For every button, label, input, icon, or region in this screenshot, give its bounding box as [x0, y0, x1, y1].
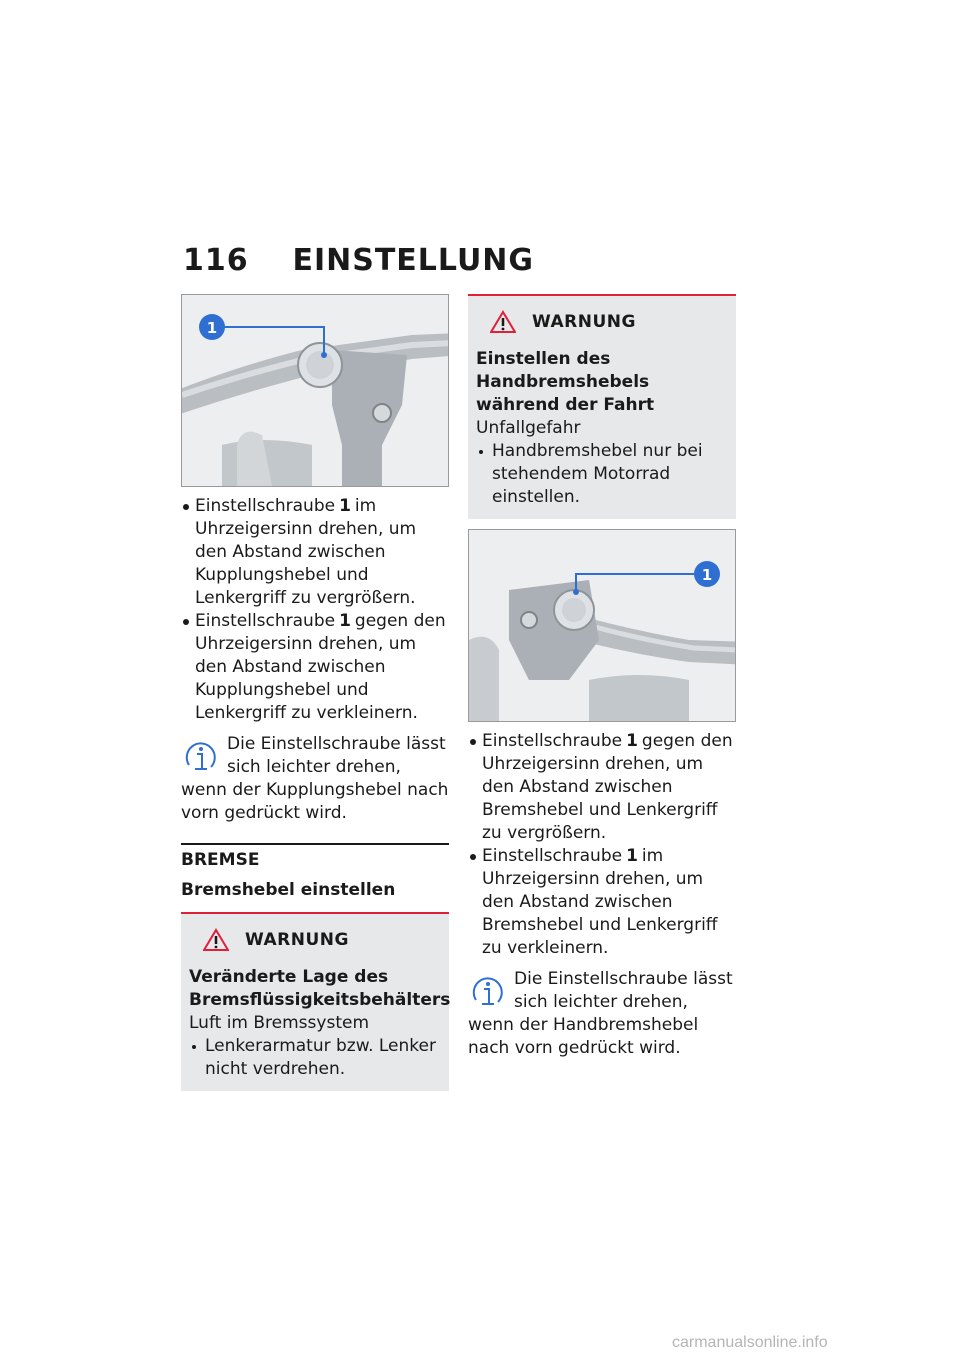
- page-header: [183, 243, 534, 278]
- warning-text: Unfallgefahr: [476, 418, 581, 438]
- list-item: Handbremshebel nur bei stehendem Motorrad einstellen.: [476, 440, 728, 509]
- brake-lever-figure: [468, 529, 736, 722]
- section-subtitle: Bremshebel einstellen: [181, 880, 396, 900]
- clutch-steps: [181, 495, 449, 725]
- figure-callout: 1: [701, 566, 713, 584]
- list-item: Einstellschraube 1 gegen den Uhrzeigersinn drehen, um den Abstand zwischen Kupplungshebel und Lenkergriff zu verkleinern.: [181, 610, 449, 725]
- figure-callout: 1: [206, 319, 218, 337]
- info-icon: [468, 970, 508, 1014]
- warning-label: WARNUNG: [532, 312, 636, 332]
- warning-triangle-icon: [203, 928, 229, 952]
- warning-box: [181, 912, 449, 1091]
- watermark: carmanualsonline.info: [672, 1334, 828, 1351]
- clutch-lever-figure: [181, 294, 449, 487]
- chapter-title: EINSTELLUNG: [292, 243, 535, 278]
- right-column: [468, 294, 736, 1060]
- list-item: Einstellschraube 1 gegen den Uhrzeigersinn drehen, um den Abstand zwischen Bremshebel und Lenkergriff zu vergrößern.: [468, 730, 736, 845]
- warning-triangle-icon: [490, 310, 516, 334]
- page-number: 116: [183, 243, 249, 278]
- info-note: Die Einstellschraube lässt sich leichter drehen, wenn der Handbremshebel nach vorn gedrückt wird.: [468, 969, 733, 1058]
- section-title: BREMSE: [181, 850, 260, 870]
- warning-label: WARNUNG: [245, 930, 349, 950]
- list-item: Einstellschraube 1 im Uhrzeigersinn drehen, um den Abstand zwischen Bremshebel und Lenkergriff zu verkleinern.: [468, 845, 736, 960]
- warning-text: Luft im Bremssystem: [189, 1013, 370, 1033]
- left-column: [181, 294, 449, 1091]
- list-item: Lenkerarmatur bzw. Lenker nicht verdrehen.: [189, 1035, 441, 1081]
- info-icon: [181, 735, 221, 779]
- section-divider: [181, 843, 449, 845]
- brake-steps: [468, 730, 736, 960]
- warning-title: Veränderte Lage des Bremsflüssigkeitsbehälters: [189, 967, 451, 1010]
- info-note: Die Einstellschraube lässt sich leichter drehen, wenn der Kupplungshebel nach vorn gedrückt wird.: [181, 734, 449, 823]
- warning-title: Einstellen des Handbremshebels während der Fahrt: [476, 349, 655, 415]
- list-item: Einstellschraube 1 im Uhrzeigersinn drehen, um den Abstand zwischen Kupplungshebel und Lenkergriff zu vergrößern.: [181, 495, 449, 610]
- warning-box: [468, 294, 736, 519]
